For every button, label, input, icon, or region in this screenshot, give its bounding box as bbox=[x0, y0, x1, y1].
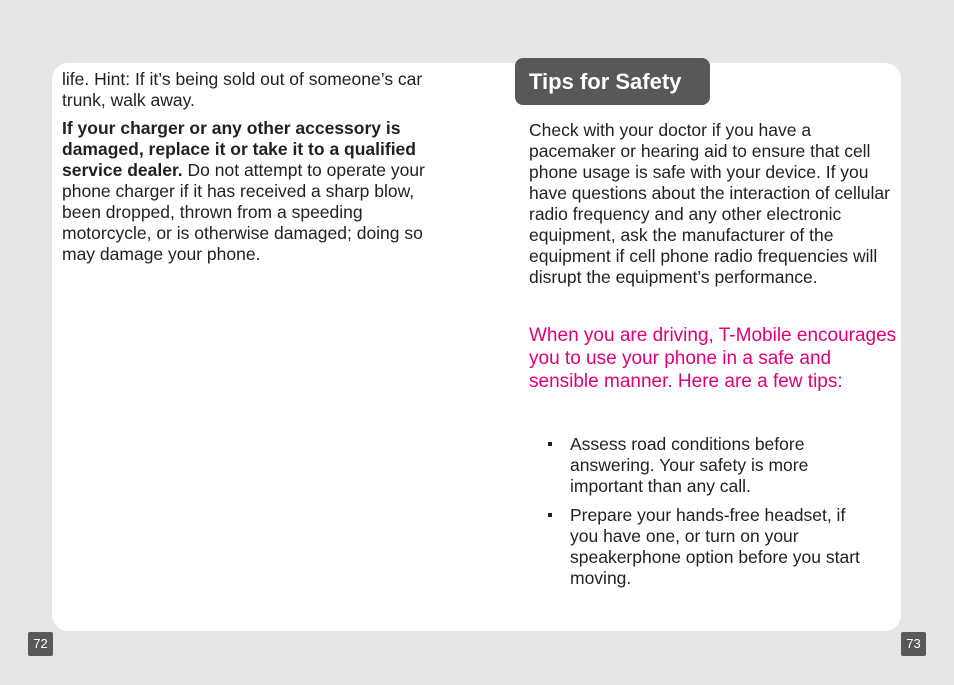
left-column bbox=[62, 69, 432, 272]
tip-text: Assess road conditions before answering. Your safety is more important than any call. bbox=[570, 434, 809, 496]
safety-body bbox=[529, 120, 899, 288]
tip-text: Prepare your hands-free headset, if you have one, or turn on your speakerphone option before you start moving. bbox=[570, 505, 860, 588]
page-number-right: 73 bbox=[901, 632, 926, 656]
page-number-left: 72 bbox=[28, 632, 53, 656]
section-title: Tips for Safety bbox=[515, 58, 710, 105]
tips-list bbox=[548, 434, 878, 597]
bullet-icon bbox=[548, 442, 552, 446]
charger-warning-text: Do not attempt to operate your phone charger if it has received a sharp blow, been dropped, thrown from a speeding motorcycle, or is otherwise damaged; doing so may damage your phone. bbox=[62, 160, 425, 264]
paragraph-charger bbox=[62, 118, 432, 265]
charger-warning-bold: If your charger or any other accessory is damaged, replace it or take it to a qualified service dealer. bbox=[62, 118, 416, 180]
list-item bbox=[548, 505, 878, 589]
paragraph-hint: life. Hint: If it’s being sold out of someone’s car trunk, walk away. bbox=[62, 69, 423, 110]
driving-highlight: When you are driving, T-Mobile encourages you to use your phone in a safe and sensible manner. Here are a few tips: bbox=[529, 325, 897, 392]
safety-paragraph: Check with your doctor if you have a pacemaker or hearing aid to ensure that cell phone usage is safe with your device. If you have questions about the interaction of cellular radio frequency and any other electronic equipment, ask the manufacturer of the equipment if cell phone radio frequencies will disrupt the equipment’s performance. bbox=[529, 120, 890, 287]
list-item bbox=[548, 434, 878, 497]
bullet-icon bbox=[548, 513, 552, 517]
